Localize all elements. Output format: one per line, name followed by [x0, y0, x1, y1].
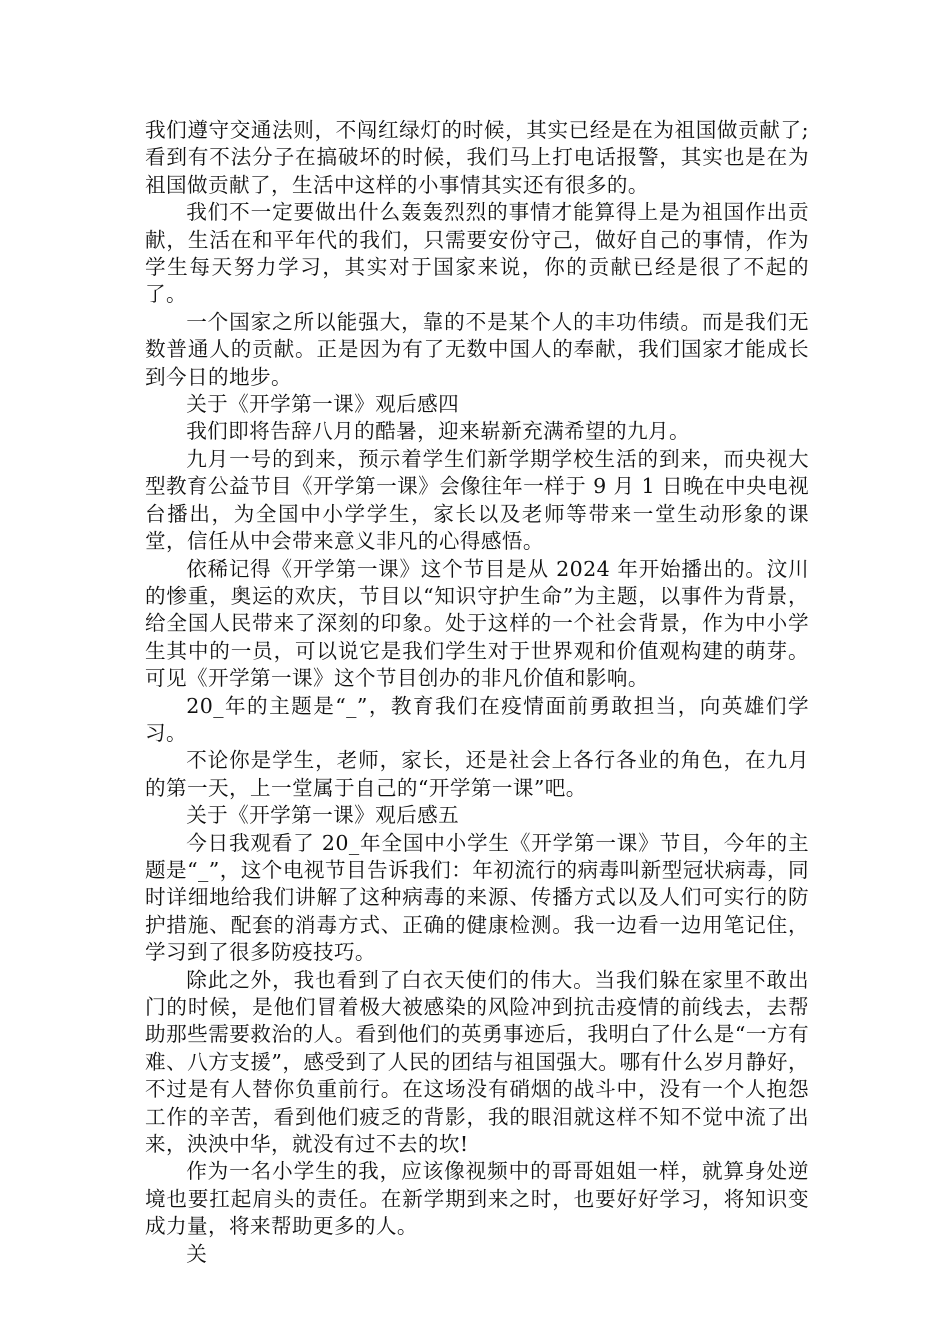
paragraph-contribution-examples: 我们遵守交通法则，不闯红绿灯的时候，其实已经是在为祖国做贡献了;看到有不法分子在搞破坏的时候，我们马上打电话报警，其实也是在为祖国做贡献了，生活中这样的小事情其实还有很多的。 — [145, 118, 809, 197]
paragraph-everyone-lesson: 不论你是学生，老师，家长，还是社会上各行各业的角色，在九月的第一天，上一堂属于自己的“开学第一课”吧。 — [145, 748, 809, 800]
section-heading-four: 关于《开学第一课》观后感四 — [186, 392, 460, 417]
paragraph-nation-strength: 一个国家之所以能强大，靠的不是某个人的丰功伟绩。而是我们无数普通人的贡献。正是因为有了无数中国人的奉献，我们国家才能成长到今日的地步。 — [145, 309, 809, 389]
paragraph-program-history: 依稀记得《开学第一课》这个节目是从 2024 年开始播出的。汶川的惨重，奥运的欢庆，节目以“知识守护生命”为主题，以事件为背景，给全国人民带来了深刻的印象。处于这样的一个社会背景，作为中小学生其中的一员，可以说它是我们学生对于世界观和价值观构建的萌芽。可见《开学第一课》这个节目创办的非凡价值和影响。 — [145, 556, 809, 691]
paragraph-theme: 20_年的主题是“_”，教育我们在疫情面前勇敢担当，向英雄们学习。 — [145, 693, 809, 745]
paragraph-no-grand-deeds: 我们不一定要做出什么轰轰烈烈的事情才能算得上是为祖国作出贡献，生活在和平年代的我们，只需要安份守己，做好自己的事情，作为学生每天努力学习，其实对于国家来说，你的贡献已经是很了不起的了。 — [145, 200, 809, 307]
paragraph-september-first: 九月一号的到来，预示着学生们新学期学校生活的到来，而央视大型教育公益节目《开学第一课》会像往年一样于 9 月 1 日晚在中央电视台播出，为全国中小学学生，家长以及老师等带来一堂生动形象的课堂，信任从中会带来意义非凡的心得感悟。 — [145, 446, 809, 554]
paragraph-student-responsibility: 作为一名小学生的我，应该像视频中的哥哥姐姐一样，就算身处逆境也要扛起肩头的责任。在新学期到来之时，也要好好学习，将知识变成力量，将来帮助更多的人。 — [145, 1159, 809, 1239]
paragraph-watched-program: 今日我观看了 20_年全国中小学生《开学第一课》节目，今年的主题是“_”，这个电视节目告诉我们：年初流行的病毒叫新型冠状病毒，同时详细地给我们讲解了这种病毒的来源、传播方式以及人们可实行的防护措施、配套的消毒方式、正确的健康检测。我一边看一边用笔记住，学习到了很多防疫技巧。 — [145, 830, 809, 965]
section-heading-five: 关于《开学第一课》观后感五 — [186, 803, 460, 828]
paragraph-white-angels: 除此之外，我也看到了白衣天使们的伟大。当我们躲在家里不敢出门的时候，是他们冒着极大被感染的风险冲到抗击疫情的前线去，去帮助那些需要救治的人。看到他们的英勇事迹后，我明白了什么是“一方有难、八方支援”，感受到了人民的团结与祖国强大。哪有什么岁月静好，不过是有人替你负重前行。在这场没有硝烟的战斗中，没有一个人抱怨工作的辛苦，看到他们疲乏的背影，我的眼泪就这样不知不觉中流了出来，泱泱中华，就没有过不去的坎! — [145, 967, 809, 1157]
paragraph-farewell-august: 我们即将告辞八月的酷暑，迎来崭新充满希望的九月。 — [186, 419, 691, 444]
document-page — [145, 117, 809, 1268]
paragraph-truncated: 关 — [186, 1241, 208, 1266]
